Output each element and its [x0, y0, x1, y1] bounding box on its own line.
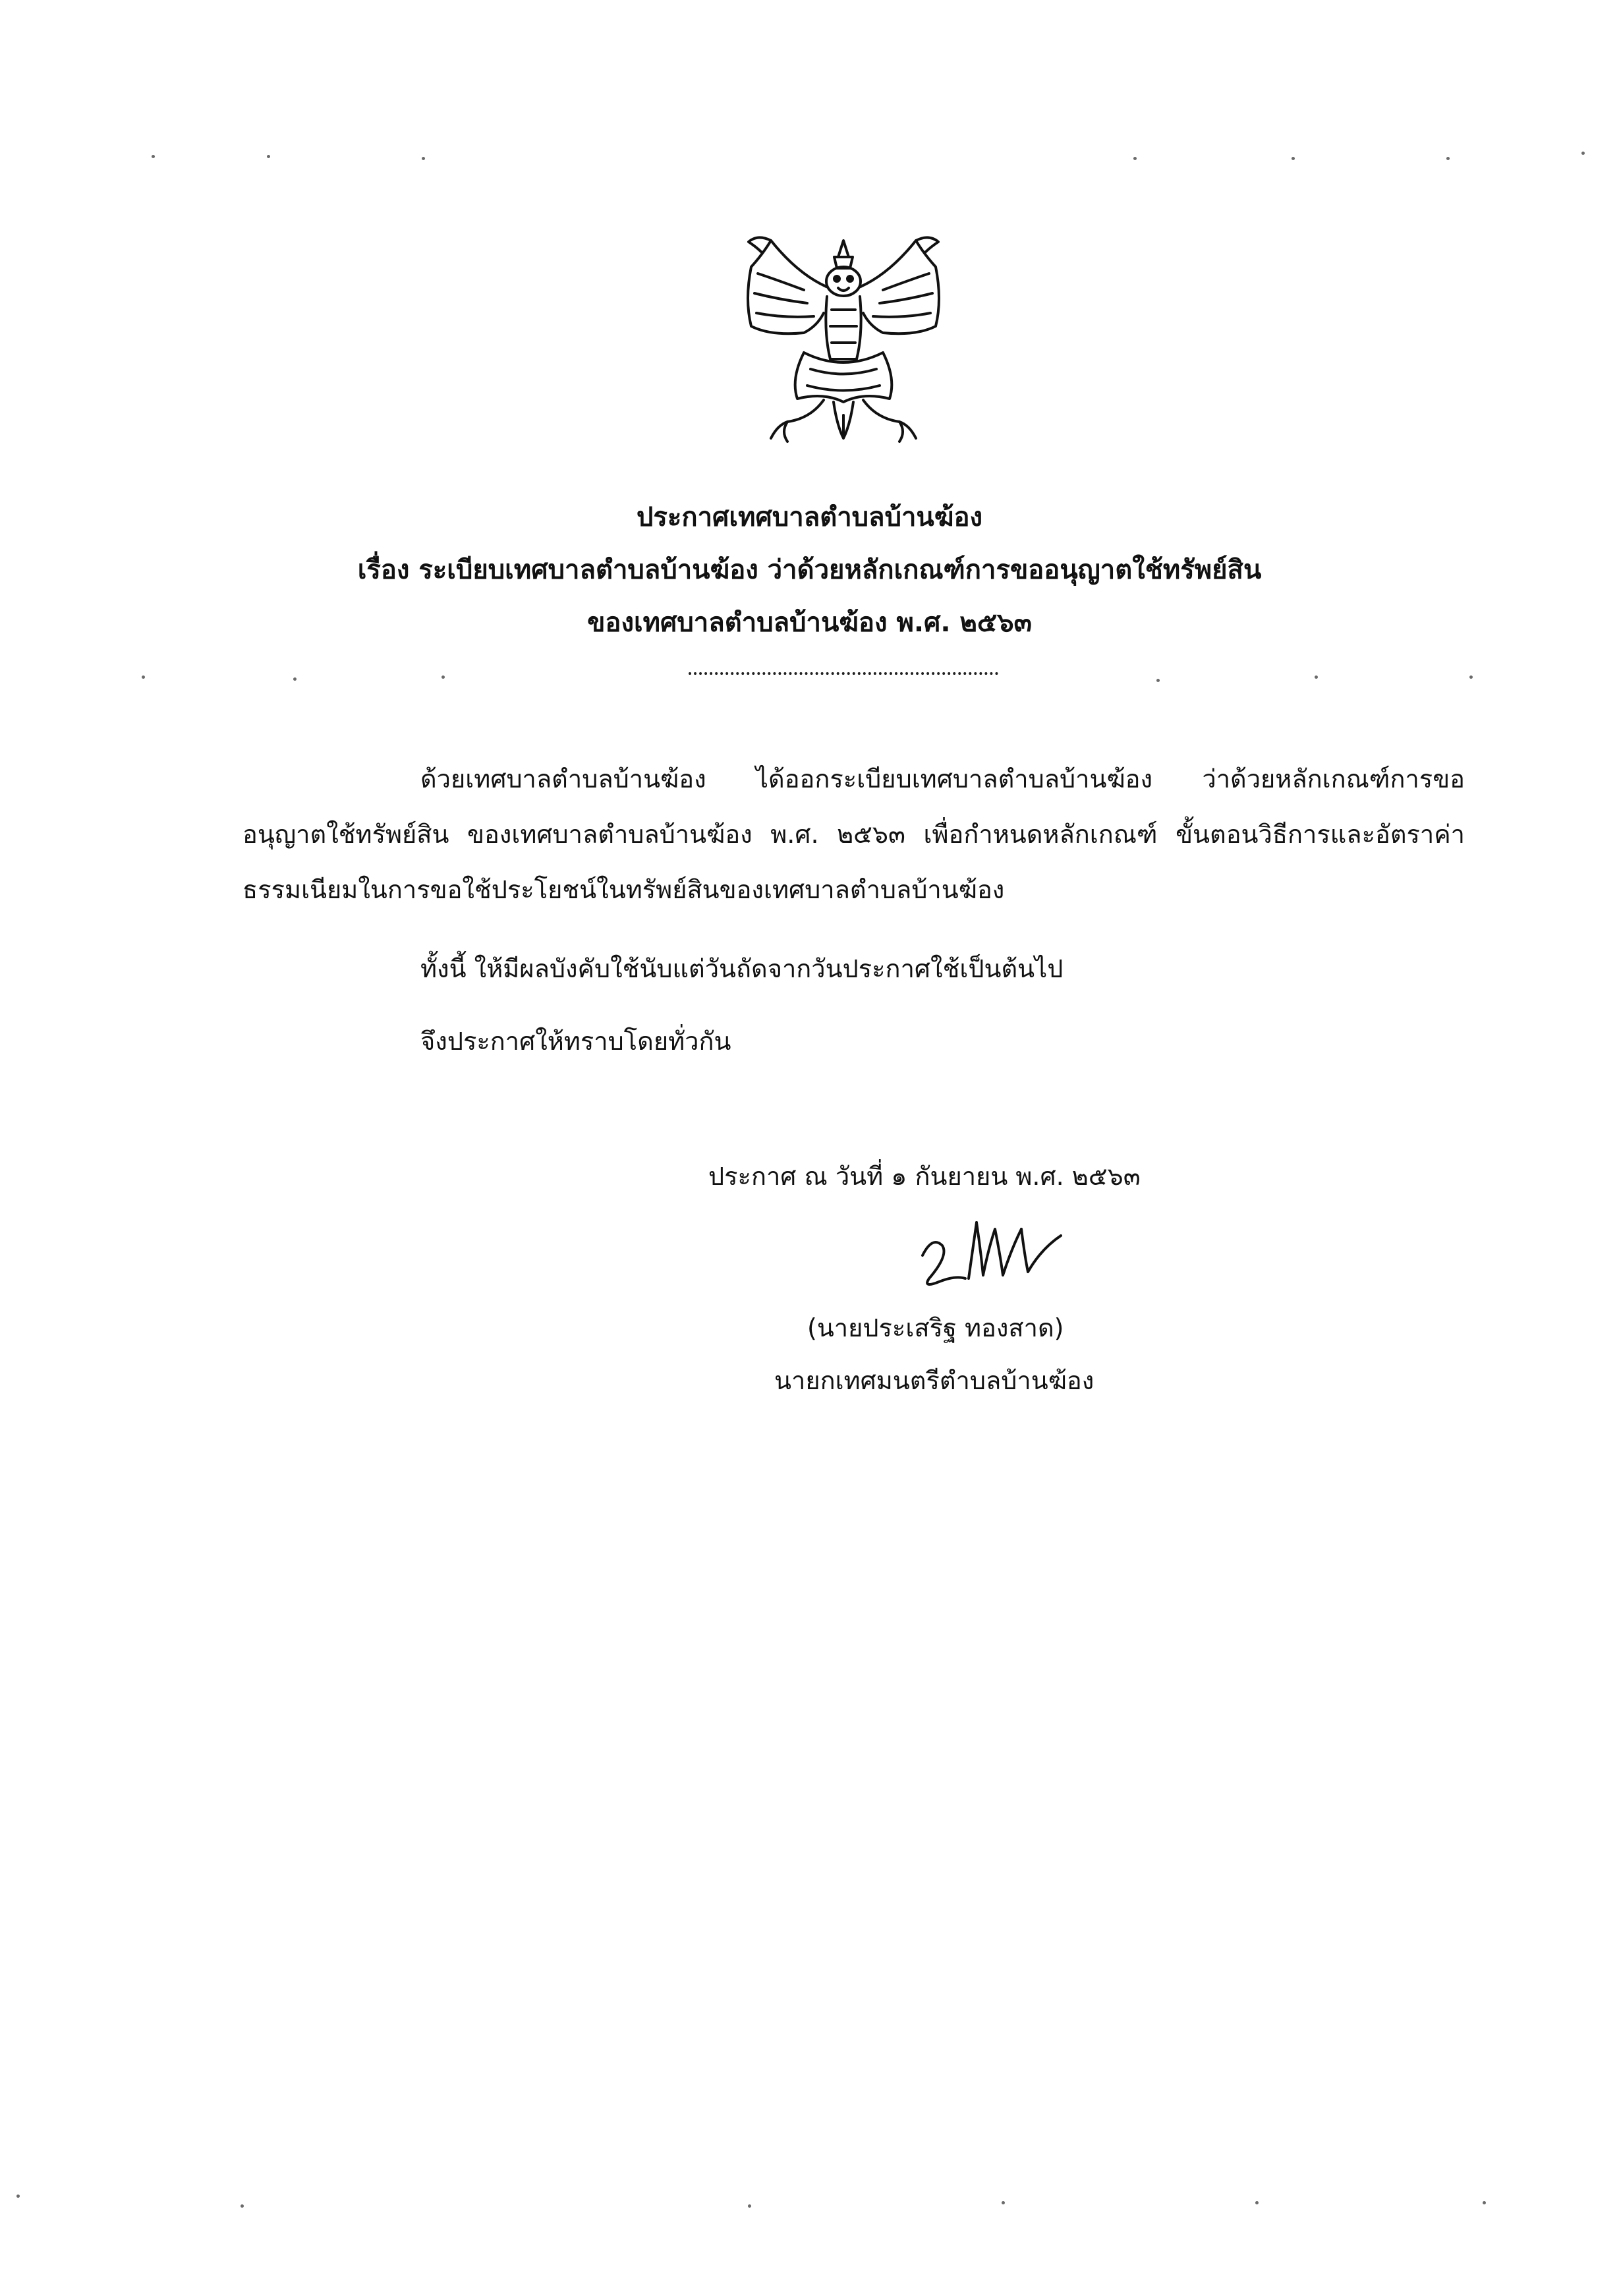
handwritten-signature-icon	[903, 1209, 1087, 1302]
scan-speck	[422, 157, 425, 160]
scan-speck	[1483, 2201, 1486, 2204]
scan-speck	[441, 675, 445, 679]
announcement-subject-continued: ของเทศบาลตำบลบ้านฆ้อง พ.ศ. ๒๕๖๓	[587, 608, 1032, 638]
scan-speck	[1446, 157, 1450, 160]
scan-speck	[1156, 679, 1160, 682]
announcement-title: ประกาศเทศบาลตำบลบ้านฆ้อง	[637, 502, 982, 532]
announcement-subject: เรื่อง ระเบียบเทศบาลตำบลบ้านฆ้อง ว่าด้วยหลักเกณฑ์การขออนุญาตใช้ทรัพย์สิน	[357, 555, 1262, 585]
scan-speck	[1315, 675, 1318, 679]
dotted-divider	[689, 672, 998, 675]
scan-speck	[1581, 152, 1585, 155]
scan-speck	[16, 2195, 20, 2198]
scan-speck	[152, 155, 155, 158]
scan-speck	[1292, 157, 1295, 160]
body-paragraph-effective: ทั้งนี้ ให้มีผลบังคับใช้นับแต่วันถัดจากวันประกาศใช้เป็นต้นไป	[420, 954, 1064, 983]
scan-speck	[241, 2204, 244, 2208]
announcement-date: ประกาศ ณ วันที่ ๑ กันยายน พ.ศ. ๒๕๖๓	[708, 1162, 1141, 1191]
scan-speck	[1469, 675, 1473, 679]
garuda-emblem-icon	[725, 227, 962, 465]
scan-speck	[1002, 2201, 1005, 2204]
scan-speck	[267, 155, 270, 158]
scan-speck	[748, 2204, 751, 2208]
scan-speck	[1255, 2201, 1259, 2204]
body-paragraph-main: ด้วยเทศบาลตำบลบ้านฆ้อง ได้ออกระเบียบเทศบาลตำบลบ้านฆ้อง ว่าด้วยหลักเกณฑ์การขออนุญาตใช้ทรัพย์สิน ของเทศบาลตำบลบ้านฆ้อง พ.ศ. ๒๕๖๓ เพื่อกำหนดหลักเกณฑ์ ขั้นตอนวิธีการและอัตราค่าธรรมเนียมในการขอใช้ประโยชน์ในทรัพย์สินของเทศบาลตำบลบ้านฆ้อง	[242, 764, 1465, 904]
scan-speck	[293, 677, 297, 681]
signer-position: นายกเทศมนตรีตำบลบ้านฆ้อง	[774, 1366, 1094, 1395]
scan-speck	[1133, 157, 1137, 160]
body-paragraph-notice: จึงประกาศให้ทราบโดยทั่วกัน	[420, 1027, 731, 1056]
signer-name: (นายประเสริฐ ทองสาด)	[807, 1313, 1064, 1342]
scan-speck	[142, 675, 145, 679]
